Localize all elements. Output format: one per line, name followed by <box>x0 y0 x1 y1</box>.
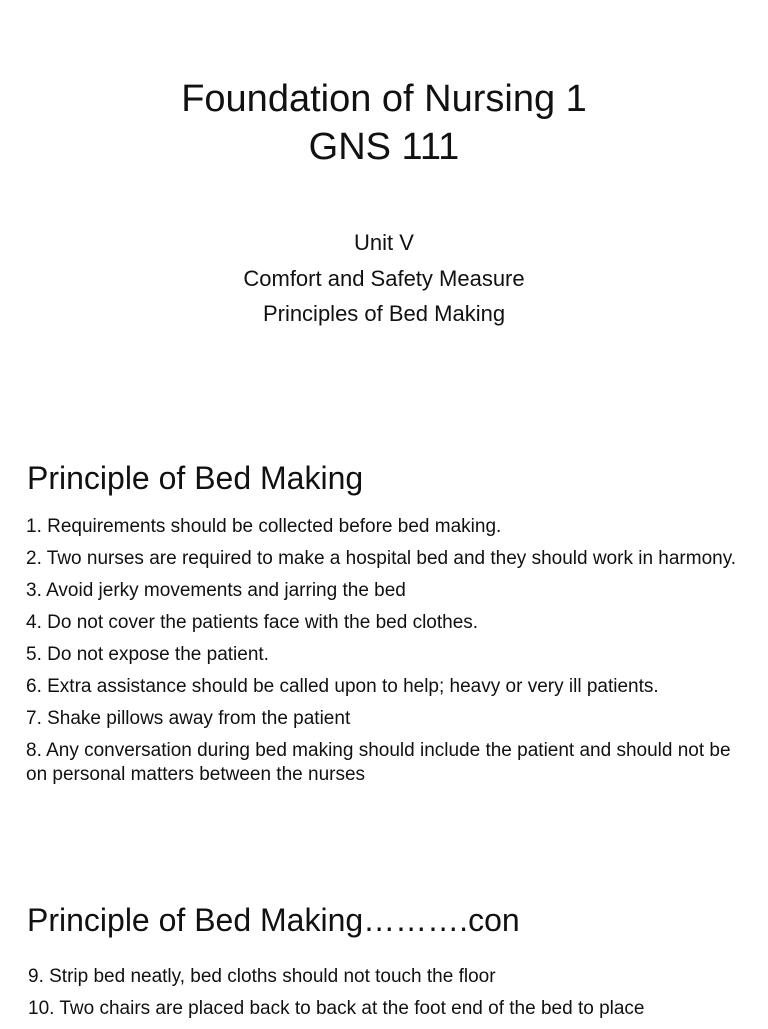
course-title: Foundation of Nursing 1 <box>181 78 587 120</box>
slide-heading: Principle of Bed Making <box>27 460 364 496</box>
slide-heading: Principle of Bed Making……….con <box>27 902 520 938</box>
list-item: 5. Do not expose the patient. <box>26 644 269 665</box>
course-code: GNS 111 <box>308 126 460 168</box>
principles-list <box>28 965 743 1029</box>
unit-label: Unit V <box>354 230 414 255</box>
list-item: 10. Two chairs are placed back to back at the foot end of the bed to place <box>28 998 645 1019</box>
list-item: 7. Shake pillows away from the patient <box>26 708 351 729</box>
title-slide <box>0 0 768 400</box>
list-item: 9. Strip bed neatly, bed cloths should not touch the floor <box>28 966 496 987</box>
list-item: 8. Any conversation during bed making should include the patient and should not be on personal matters between the nurses <box>26 740 731 785</box>
list-item: 2. Two nurses are required to make a hospital bed and they should work in harmony. <box>26 548 737 569</box>
principles-list <box>26 515 741 795</box>
list-item: 6. Extra assistance should be called upon to help; heavy or very ill patients. <box>26 676 659 697</box>
list-item: 3. Avoid jerky movements and jarring the bed <box>26 580 406 601</box>
list-item: 4. Do not cover the patients face with the bed clothes. <box>26 612 479 633</box>
subtopic-label: Principles of Bed Making <box>262 301 506 326</box>
topic-label: Comfort and Safety Measure <box>243 266 525 291</box>
list-item: 1. Requirements should be collected before bed making. <box>26 516 502 537</box>
